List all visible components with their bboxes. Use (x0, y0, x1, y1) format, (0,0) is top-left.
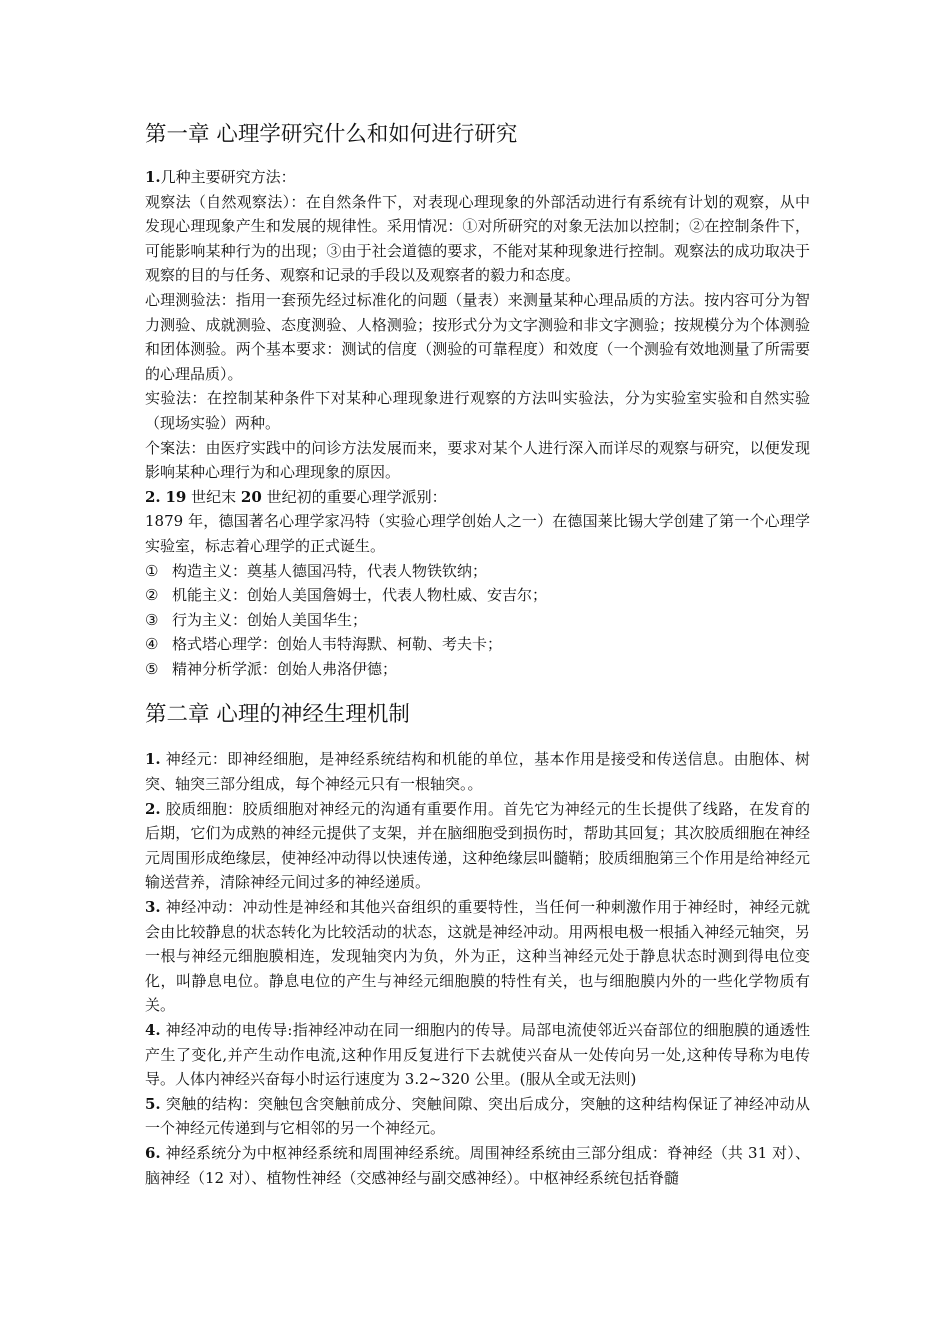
chapter-2-title: 第二章 心理的神经生理机制 (145, 702, 410, 728)
section-number: 1. (145, 168, 161, 186)
item-text: 神经元：即神经细胞，是神经系统结构和机能的单位，基本作用是接受和传送信息。由胞体、树突、轴突三部分组成，每个神经元只有一根轴突。。 (145, 750, 810, 794)
item-text: 神经系统分为中枢神经系统和周围神经系统。周围神经系统由三部分组成：脊神经（共 31 对）、脑神经（12 对）、植物性神经（交感神经与副交感神经）。中枢神经系统包括脊髓 (145, 1143, 810, 1187)
school-item (145, 559, 810, 584)
item-text: 神经冲动的电传导:指神经冲动在同一细胞内的传导。局部电流使邻近兴奋部位的细胞膜的通透性产生了变化,并产生动作电流,这种作用反复进行下去就使兴奋从一处传向另一处,这种传导称为电传导。人体内神经兴奋每小时运行速度为 3.2~320 公里。(服从全或无法则) (145, 1021, 810, 1089)
case-method-paragraph: 个案法：由医疗实践中的问诊方法发展而来，要求对某个人进行深入而详尽的观察与研究，以便发现影响某种心理行为和心理现象的原因。 (145, 438, 810, 482)
numbered-paragraph (145, 895, 810, 1018)
document-page (145, 112, 810, 1190)
numbered-paragraph (145, 1092, 810, 1141)
school-item (145, 608, 810, 633)
heading-tail: 世纪初的重要心理学派别： (266, 487, 447, 506)
item-number: 1. (145, 750, 161, 769)
heading-mid: 世纪末 (191, 487, 237, 506)
school-item (145, 632, 810, 657)
century-19: 19 (165, 487, 187, 506)
section-2-heading (145, 485, 810, 510)
school-text: 行为主义：创始人美国华生； (172, 610, 368, 629)
chapter-1-title: 第一章 心理学研究什么和如何进行研究 (145, 122, 518, 147)
wundt-paragraph: 1879 年，德国著名心理学家冯特（实验心理学创始人之一）在德国莱比锡大学创建了第一个心理学实验室，标志着心理学的正式诞生。 (145, 512, 810, 555)
school-text: 精神分析学派：创始人弗洛伊德； (172, 659, 398, 678)
numbered-paragraph (145, 1018, 810, 1092)
school-text: 机能主义：创始人美国詹姆士，代表人物杜威、安吉尔； (172, 586, 548, 605)
numbered-paragraph (145, 747, 810, 796)
testing-method-paragraph: 心理测验法：指用一套预先经过标准化的问题（量表）来测量某种心理品质的方法。按内容可分为智力测验、成就测验、态度测验、人格测验；按形式分为文字测验和非文字测验；按规模分为个体测验和团体测验。两个基本要求：测试的信度（测验的可靠程度）和效度（一个测验有效地测量了所需要的心理品质）。 (145, 290, 810, 383)
observation-method-paragraph: 观察法（自然观察法）：在自然条件下，对表现心理现象的外部活动进行有系统有计划的观察，从中发现心理现象产生和发展的规律性。采用情况：①对所研究的对象无法加以控制；②在控制条件下，可能影响某种行为的出现；③由于社会道德的要求，不能对某种现象进行控制。观察法的成功取决于观察的目的与任务、观察和记录的手段以及观察者的毅力和态度。 (145, 192, 810, 285)
school-item (145, 657, 810, 682)
section-number: 2. (145, 487, 161, 506)
century-20: 20 (240, 487, 262, 506)
item-number: 2. (145, 799, 161, 818)
list-marker: ① (145, 561, 159, 580)
school-text: 格式塔心理学：创始人韦特海默、柯勒、考夫卡； (172, 635, 503, 654)
list-marker: ④ (145, 635, 159, 654)
list-marker: ② (145, 586, 159, 605)
school-item (145, 583, 810, 608)
list-marker: ③ (145, 610, 159, 629)
section-heading-text: 几种主要研究方法： (160, 168, 296, 186)
school-text: 构造主义：奠基人德国冯特，代表人物铁钦纳； (172, 561, 488, 580)
item-number: 4. (145, 1021, 161, 1039)
item-text: 神经冲动：冲动性是神经和其他兴奋组织的重要特性，当任何一种刺激作用于神经时，神经元就会由比较静息的状态转化为比较活动的状态，这就是神经冲动。用两根电极一根插入神经元轴突，另一根与神经元细胞膜相连，发现轴突内为负，外为正，这种当神经元处于静息状态时测到得电位变化，叫静息电位。静息电位的产生与神经元细胞膜的特性有关，也与细胞膜内外的一些化学物质有关。 (145, 898, 810, 1015)
numbered-paragraph (145, 797, 810, 895)
list-marker: ⑤ (145, 659, 159, 678)
numbered-paragraph (145, 1141, 810, 1190)
item-text: 突触的结构：突触包含突触前成分、突触间隙、突出后成分，突触的这种结构保证了神经冲动从一个神经元传递到与它相邻的另一个神经元。 (145, 1094, 810, 1138)
section-1-heading (145, 165, 810, 190)
item-number: 3. (145, 898, 161, 917)
item-text: 胶质细胞：胶质细胞对神经元的沟通有重要作用。首先它为神经元的生长提供了线路，在发育的后期，它们为成熟的神经元提供了支架，并在脑细胞受到损伤时，帮助其回复；其次胶质细胞在神经元周围形成绝缘层，使神经冲动得以快速传递，这种绝缘层叫髓鞘；胶质细胞第三个作用是给神经元输送营养，清除神经元间过多的神经递质。 (145, 799, 810, 892)
experiment-method-paragraph: 实验法：在控制某种条件下对某种心理现象进行观察的方法叫实验法，分为实验室实验和自然实验（现场实验）两种。 (145, 389, 810, 432)
item-number: 5. (145, 1094, 161, 1113)
item-number: 6. (145, 1143, 161, 1162)
